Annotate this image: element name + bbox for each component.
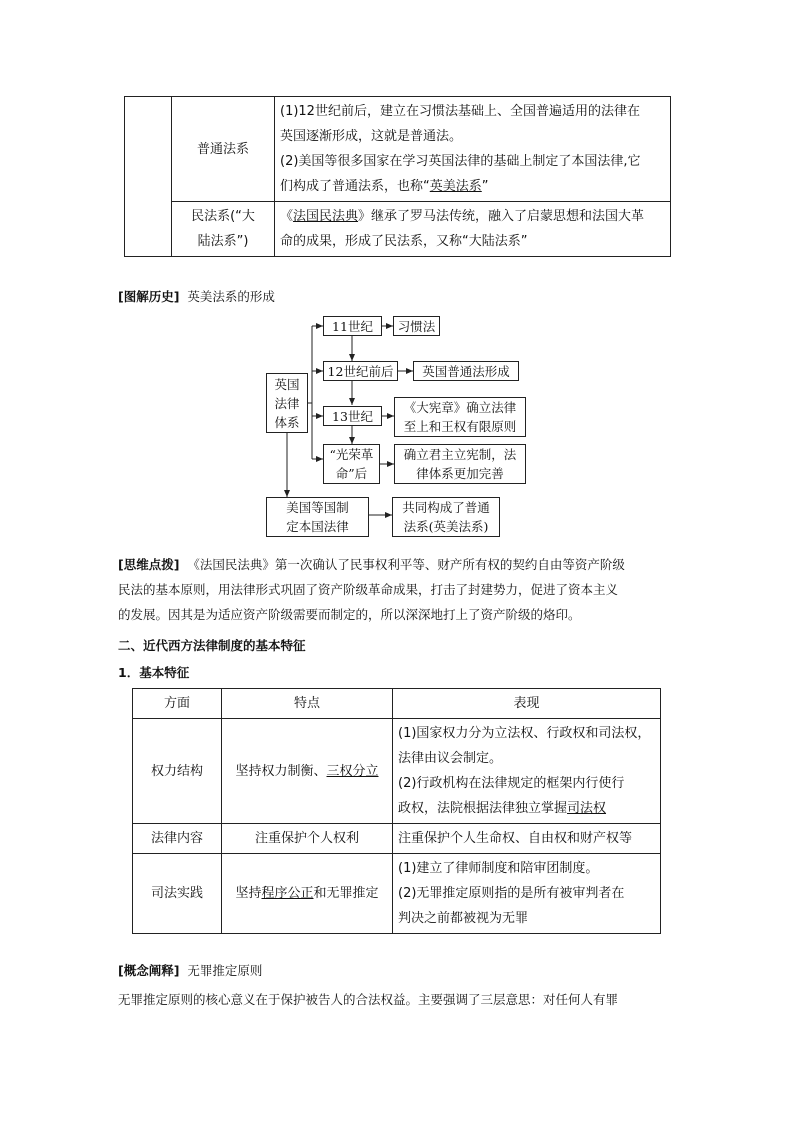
label-line: 陆法系”) — [197, 234, 249, 249]
table-header-row — [133, 689, 661, 719]
underlined-term: 司法权 — [567, 801, 607, 816]
aspect-cell: 法律内容 — [133, 824, 222, 854]
column-header: 方面 — [133, 689, 222, 719]
section-tag: [图解历史] — [118, 289, 180, 304]
line-text: 《法国民法典》第一次确认了民事权利平等、财产所有权的契约自由等资产阶级 — [187, 557, 625, 572]
section-tag: [思维点拨] — [118, 557, 180, 572]
detail-line — [280, 204, 665, 229]
detail-line: (1)建立了律师制度和陪审团制度。 — [398, 861, 599, 876]
underlined-term: 法国民法典 — [293, 209, 359, 224]
detail-line: (1)国家权力分为立法权、行政权和司法权， — [398, 726, 651, 741]
row-label: 普通法系 — [172, 97, 275, 202]
feature-text: 坚持权力制衡、 — [235, 763, 327, 779]
era-box — [323, 444, 380, 484]
box-line: 命”后 — [335, 466, 368, 481]
detail-line: (1)12世纪前后，建立在习惯法基础上、全国普遍适用的法律在 — [280, 104, 640, 119]
common-law-box — [392, 497, 500, 537]
concept-heading — [118, 958, 262, 983]
column-header: 表现 — [393, 689, 661, 719]
detail-cell — [393, 854, 661, 934]
table-row — [125, 202, 671, 257]
description-box: 英国普通法形成 — [413, 361, 519, 381]
detail-text: 》继承了罗马法传统，融入了启蒙思想和法国大革 — [358, 209, 645, 224]
box-line: 体系 — [274, 414, 300, 430]
era-box: 11世纪 — [323, 316, 382, 336]
box-line: 《大宪章》确立法律 — [403, 400, 517, 415]
box-line: 律体系更加完善 — [416, 466, 504, 481]
diagram-heading — [118, 284, 275, 309]
underlined-term: 三权分立 — [326, 763, 379, 779]
column-header: 特点 — [222, 689, 393, 719]
box-line: 法系(英美法系) — [403, 519, 489, 534]
description-box — [394, 444, 526, 484]
row-label — [172, 202, 275, 257]
detail-line: (2)美国等很多国家在学习英国法律的基础上制定了本国法律,它 — [280, 154, 641, 169]
paragraph-line: 的发展。因其是为适应资产阶级需要而制定的，所以深深地打上了资产阶级的烙印。 — [118, 607, 581, 622]
era-box: 12世纪前后 — [323, 361, 398, 381]
detail-line: 判决之前都被视为无罪 — [398, 911, 529, 926]
feature-cell — [222, 854, 393, 934]
table-row — [125, 97, 671, 202]
feature-cell — [222, 719, 393, 824]
underlined-term: 英美法系 — [429, 179, 482, 194]
box-line: 法律 — [274, 395, 300, 411]
us-law-box — [266, 497, 369, 537]
aspect-cell: 权力结构 — [133, 719, 222, 824]
features-table — [132, 688, 661, 934]
row-detail — [275, 202, 671, 257]
concept-title: 无罪推定原则 — [187, 963, 263, 978]
box-line: 美国等国制 — [286, 500, 349, 515]
feature-text: 坚持 — [235, 886, 262, 901]
label-line: 民法系(“大 — [191, 209, 255, 224]
detail-text: 《 — [280, 209, 294, 224]
detail-line: (2)无罪推定原则指的是所有被审判者在 — [398, 886, 625, 901]
concept-paragraph: 无罪推定原则的核心意义在于保护被告人的合法权益。主要强调了三层意思：对任何人有罪 — [118, 992, 619, 1007]
aspect-cell: 司法实践 — [133, 854, 222, 934]
feature-cell: 注重保护个人权利 — [222, 824, 393, 854]
detail-text: ” — [481, 179, 489, 194]
detail-cell: 注重保护个人生命权、自由权和财产权等 — [393, 824, 661, 854]
paragraph-line — [118, 552, 678, 577]
detail-cell — [393, 719, 661, 824]
era-box: 13世纪 — [323, 406, 382, 426]
paragraph-line: 民法的基本原则，用法律形式巩固了资产阶级革命成果，打击了封建势力，促进了资本主义 — [118, 582, 619, 597]
legal-systems-table — [124, 96, 671, 257]
detail-text: 政权，法院根据法律独立掌握 — [398, 801, 568, 816]
detail-line: 命的成果，形成了民法系，又称“大陆法系” — [280, 234, 528, 249]
detail-text: 们构成了普通法系，也称“ — [280, 179, 430, 194]
description-box: 习惯法 — [393, 316, 440, 336]
section-tag: [概念阐释] — [118, 963, 180, 978]
description-box — [394, 397, 526, 437]
box-line: 英国 — [274, 376, 300, 392]
detail-line: 法律由议会制定。 — [398, 751, 503, 766]
table-row — [133, 854, 661, 934]
england-law-system-box — [266, 373, 308, 433]
row-detail — [275, 97, 671, 202]
thinking-paragraph — [118, 552, 678, 627]
subsection-title: 1．基本特征 — [118, 665, 190, 680]
box-line: 至上和王权有限原则 — [403, 419, 517, 434]
detail-line: 英国逐渐形成，这就是普通法。 — [280, 129, 463, 144]
box-line: “光荣革 — [329, 447, 374, 462]
diagram-title: 英美法系的形成 — [187, 289, 275, 304]
box-line: 共同构成了普通 — [402, 500, 490, 515]
table-row — [133, 824, 661, 854]
box-line: 定本国法律 — [286, 519, 349, 534]
box-line: 确立君主立宪制，法 — [403, 447, 517, 462]
table-row — [133, 719, 661, 824]
detail-line: (2)行政机构在法律规定的框架内行使行 — [398, 776, 625, 791]
underlined-term: 程序公正 — [261, 886, 314, 901]
feature-text: 和无罪推定 — [313, 886, 379, 901]
detail-line — [280, 174, 665, 199]
section-title: 二、近代西方法律制度的基本特征 — [118, 638, 306, 653]
detail-line — [398, 796, 655, 821]
empty-cell — [125, 97, 172, 257]
